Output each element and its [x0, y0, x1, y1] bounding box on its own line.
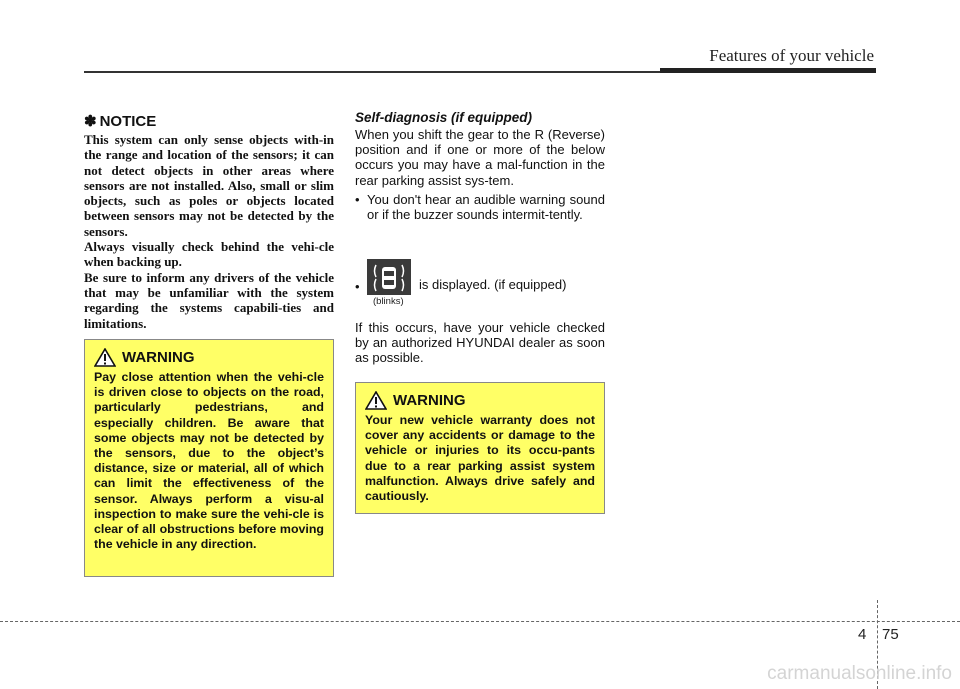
section-title: Features of your vehicle [709, 46, 874, 65]
warning-head [94, 348, 324, 367]
self-diagnosis-heading: Self-diagnosis (if equipped) [355, 110, 533, 125]
warning-body: Pay close attention when the vehi-cle is driven close to objects on the road, particularly pedestrians, and especially children. Be aware that some objects may not be detected by the sensors, due to the object’s distance, size or material, all of which can limit the effectiveness of the sensor. Always perform a visu-al inspection to make sure the vehi-cle is clear of all obstructions before moving the vehicle in any direction. [94, 370, 324, 552]
list-item [355, 192, 605, 222]
warning-title: WARNING [122, 349, 195, 366]
after-paragraph-text: If this occurs, have your vehicle checked by an authorized HYUNDAI dealer as soon as possible. [355, 320, 605, 366]
notice-paragraph: This system can only sense objects with-in the range and location of the sensors; it can not detect objects in other areas where sensors are not installed. Also, small or slim objects, such as poles or objects located between sensors may not be detected by the sensors. [84, 132, 334, 239]
warning-triangle-icon [365, 391, 387, 410]
symptom-list [355, 192, 605, 222]
after-paragraph [355, 320, 605, 366]
warning-body: Your new vehicle warranty does not cover any accidents or damage to the vehicle or injuries to its occu-pants due to a rear parking assist system malfunction. Always drive safely and cautiously. [365, 413, 595, 504]
indicator-text: is displayed. (if equipped) [419, 277, 567, 292]
chapter-number: 4 [858, 626, 867, 643]
warning-triangle-icon [94, 348, 116, 367]
notice-heading [84, 112, 334, 130]
self-diagnosis-section [355, 110, 605, 222]
notice-star-icon: ✽ [84, 113, 97, 130]
list-item-text: You don't hear an audible warning sound or if the buzzer sounds intermit-tently. [367, 191, 605, 223]
notice-heading-text: NOTICE [99, 112, 157, 130]
notice-section [84, 112, 334, 331]
warning-title: WARNING [393, 392, 466, 409]
warning-box-left [84, 339, 334, 577]
warning-box-right [355, 382, 605, 514]
display-indicator-row [355, 259, 605, 309]
indicator-caption: (blinks) [373, 296, 404, 307]
bullet-icon: • [355, 279, 360, 294]
notice-paragraph: Always visually check behind the vehi-cle when backing up. [84, 239, 334, 270]
notice-paragraph: Be sure to inform any drivers of the vehicle that may be unfamiliar with the system regarding the systems capabili-ties and limitations. [84, 269, 334, 331]
self-diagnosis-intro: When you shift the gear to the R (Reverse) position and if one or more of the below occurs you may have a mal-function in the rear parking assist sys-tem. [355, 127, 605, 188]
page-number: 75 [882, 626, 899, 643]
watermark: carmanualsonline.info [767, 663, 952, 684]
header-rule-thick [660, 68, 876, 73]
bullet-icon: • [355, 191, 360, 207]
footer-rule [0, 621, 960, 622]
warning-head [365, 391, 595, 410]
header-rule [84, 71, 660, 73]
parking-assist-indicator-icon [367, 259, 411, 295]
